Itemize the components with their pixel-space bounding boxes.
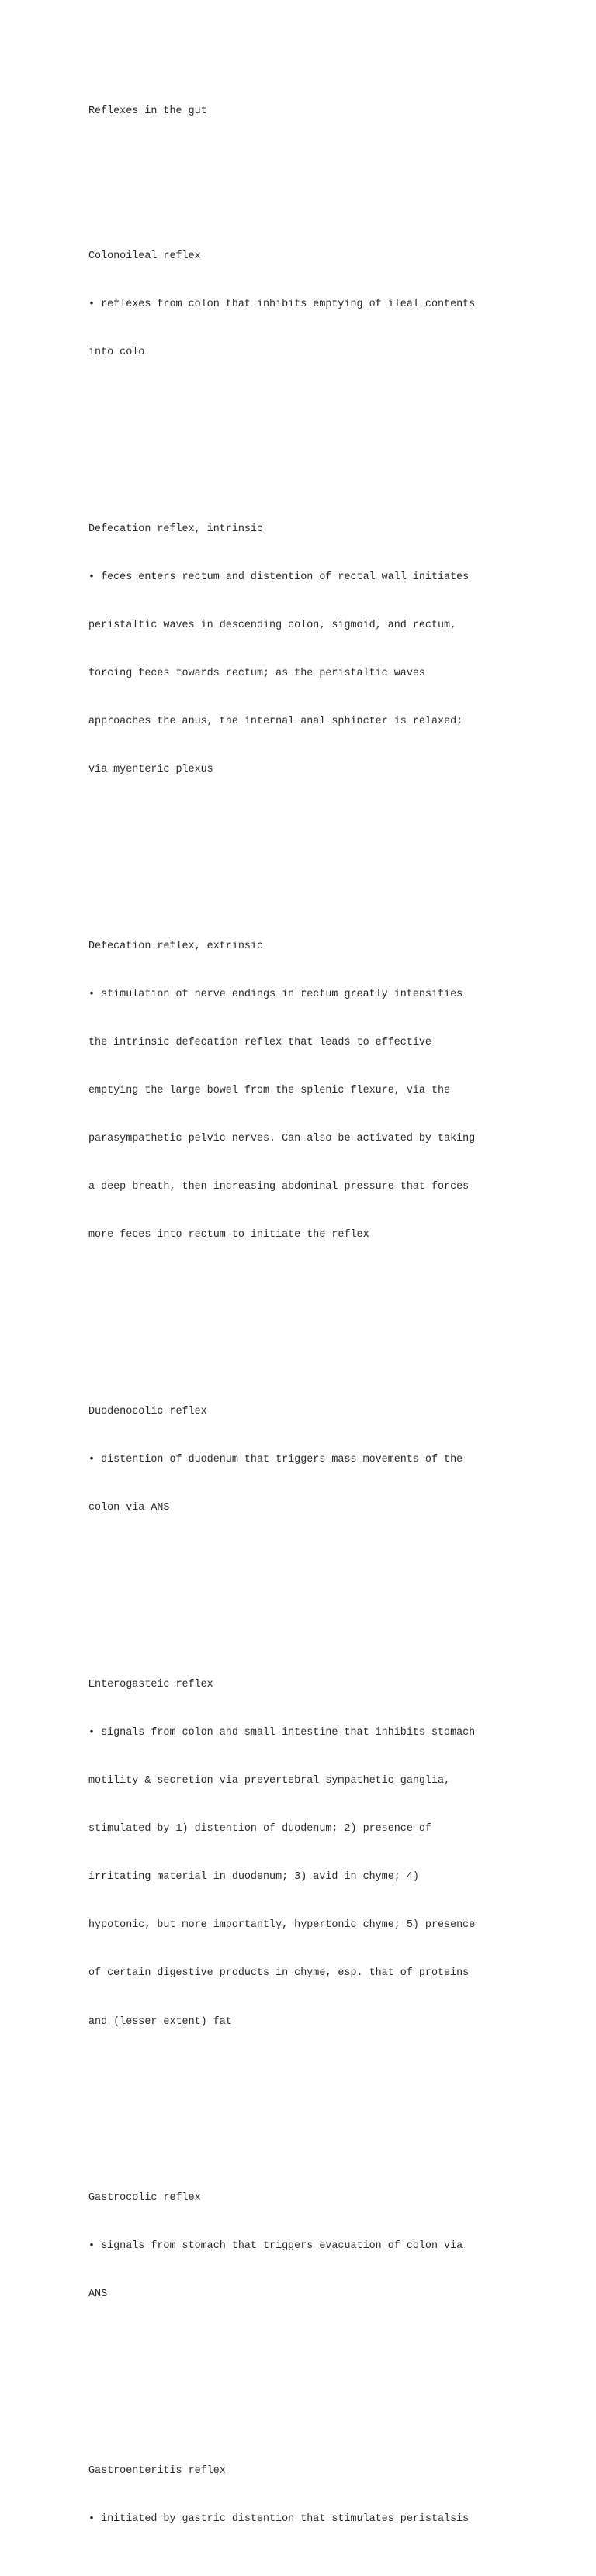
section-gastrocolic-reflex [88,2159,585,2336]
section-heading: Gastrocolic reflex [88,2192,201,2205]
section-line: peristaltic waves in descending colon, sigmoid, and rectum, [88,619,457,631]
section-line: and (lesser extent) fat [88,2015,232,2028]
section-line: approaches the anus, the internal anal sphincter is relaxed; [88,715,463,727]
section-line: • signals from colon and small intestine that inhibits stomach [88,1727,476,1739]
spacer [88,1581,585,1597]
section-line: stimulated by 1) distention of duodenum; 2) presence of [88,1823,431,1835]
section-line: • stimulation of nerve endings in rectum greatly intensifies [88,988,463,1000]
section-line: of certain digestive products in chyme, esp. that of proteins [88,1967,470,1980]
section-defecation-reflex-intrinsic [88,489,585,810]
section-line: • feces enters rectum and distention of rectal wall initiates [88,571,470,583]
section-line: • distention of duodenum that triggers mass movements of the [88,1454,463,1466]
section-heading: Defecation reflex, extrinsic [88,940,263,952]
section-heading: Gastroenteritis reflex [88,2465,226,2478]
section-line: • initiated by gastric distention that stimulates peristalsis [88,2513,470,2526]
section-heading: Enterogasteic reflex [88,1678,213,1690]
section-heading: Colonoileal reflex [88,250,201,262]
spacer [88,1308,585,1324]
section-gastroenteritis-reflex [88,2432,585,2560]
section-line: via myenteric plexus [88,764,213,776]
spacer [88,2094,585,2111]
spacer [88,2367,585,2384]
section-line: • reflexes from colon that inhibits emptying of ileal contents [88,298,476,310]
section-colonoileal-reflex [88,216,585,393]
section-line: parasympathetic pelvic nerves. Can also be activated by taking [88,1133,476,1145]
section-heading: Duodenocolic reflex [88,1406,207,1418]
section-line: • signals from stomach that triggers evacuation of colon via [88,2240,463,2253]
section-line: motility & secretion via prevertebral sympathetic ganglia, [88,1775,451,1787]
section-line: the intrinsic defecation reflex that leads to effective [88,1036,431,1048]
section-enterogasteic-reflex [88,1645,585,2063]
section-line: more feces into rectum to initiate the reflex [88,1229,369,1241]
section-defecation-reflex-extrinsic [88,906,585,1276]
spacer [88,153,585,169]
document-body [88,72,585,2576]
section-line: ANS [88,2288,108,2301]
section-line: into colo [88,346,145,358]
section-line: hypotonic, but more importantly, hypertonic chyme; 5) presence [88,1919,476,1932]
spacer [88,843,585,859]
section-line: forcing feces towards rectum; as the peristaltic waves [88,667,425,679]
section-duodenocolic-reflex [88,1373,585,1549]
section-line: a deep breath, then increasing abdominal pressure that forces [88,1181,470,1193]
spacer [88,425,585,441]
section-line: colon via ANS [88,1502,170,1514]
document-title: Reflexes in the gut [88,105,207,118]
section-heading: Defecation reflex, intrinsic [88,523,263,535]
section-line: emptying the large bowel from the splenic flexure, via the [88,1085,451,1097]
section-line: irritating material in duodenum; 3) avid in chyme; 4) [88,1871,419,1884]
